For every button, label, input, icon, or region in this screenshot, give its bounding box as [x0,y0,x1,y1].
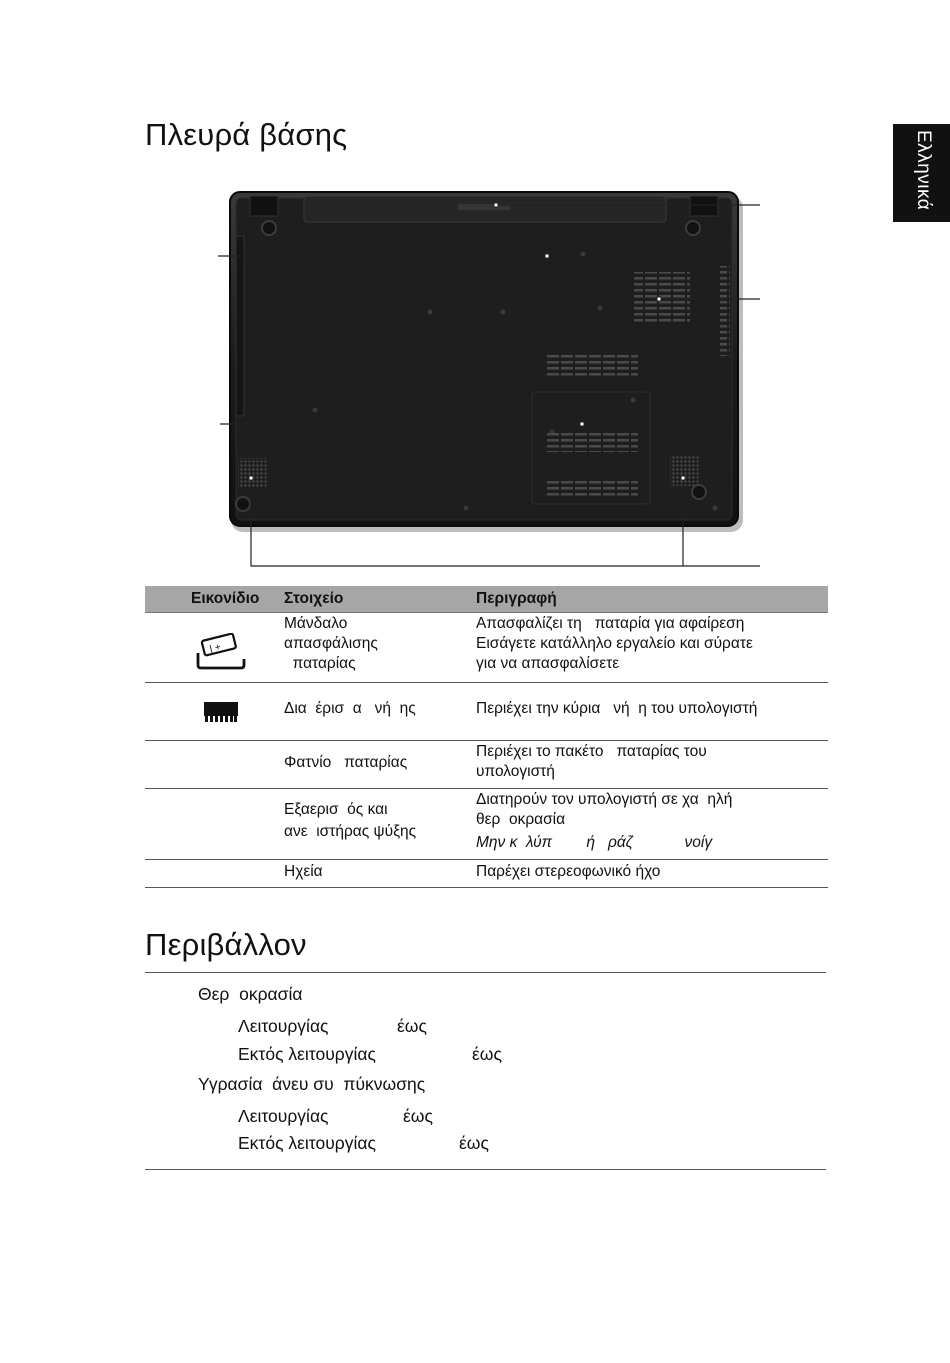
humidity-label: Υγρασία άνευ συ πύκνωσης [198,1074,426,1094]
laptop-bottom-figure [0,0,950,600]
row3-desc-line1: Περιέχει το πακέτο παταρίας του [476,743,707,760]
row4-desc-warning: Μην κ λύπ ή ράζ νοίγ [476,834,713,851]
row5-desc-line1: Παρέχει στερεοφωνικό ήχο [476,863,661,880]
header-description: Περιγραφή [476,590,557,607]
row5-item-line1: Ηχεία [284,863,323,880]
section-title-environment: Περιβάλλον [145,927,307,962]
temperature-label: Θερ οκρασία [198,984,303,1004]
row1-item-line3: παταρίας [284,655,356,672]
components-table [145,586,828,888]
row4-item-line1: Εξαερισ ός και [284,801,388,818]
divider-top [145,972,826,973]
temperature-operating-to: έως [397,1016,427,1036]
humidity-non-operating-to: έως [459,1133,489,1153]
row1-desc-line2: Εισάγετε κατάλληλο εργαλείο και σύρατε [476,635,753,652]
humidity-non-operating: Εκτός λειτουργίας [238,1133,376,1153]
row1-item-line2: απασφάλισης [284,635,378,652]
table-row [145,789,828,860]
temperature-non-operating-to: έως [472,1044,502,1064]
section-title-bottom-view: Πλευρά βάσης [145,117,348,152]
temperature-non-operating: Εκτός λειτουργίας [238,1044,376,1064]
battery-lock-icon [195,633,247,676]
row1-desc-line3: για να απασφαλίσετε [476,655,620,672]
row4-desc-line1: Διατηρούν τον υπολογιστή σε χα ηλή [476,791,733,808]
table-row [145,860,828,888]
header-icon: Εικονίδιο [191,590,260,607]
row2-desc-line1: Περιέχει την κύρια νή η του υπολογιστή [476,700,758,717]
language-tab-label: Ελληνικά [913,130,934,211]
table-row [145,613,828,683]
row4-item-line2: ανε ιστήρας ψύξης [284,823,417,840]
memory-icon [203,701,239,728]
table-row [145,683,828,741]
temperature-operating: Λειτουργίας [238,1016,329,1036]
row2-item-line1: Δια έρισ α νή ης [284,700,416,717]
row1-desc-line1: Απασφαλίζει τη παταρία για αφαίρεση [476,615,745,632]
svg-text:| +: | + [208,641,223,656]
row3-item-line1: Φατνίο παταρίας [284,754,408,771]
humidity-operating: Λειτουργίας [238,1106,329,1126]
row1-item-line1: Μάνδαλο [284,615,348,632]
row3-desc-line2: υπολογιστή [476,763,555,780]
humidity-operating-to: έως [403,1106,433,1126]
header-item: Στοιχείο [284,590,344,607]
row4-desc-line2: θερ οκρασία [476,811,566,828]
laptop-bottom-illustration [0,0,950,600]
table-header [145,586,828,613]
table-row [145,741,828,789]
divider-bottom [145,1169,826,1170]
